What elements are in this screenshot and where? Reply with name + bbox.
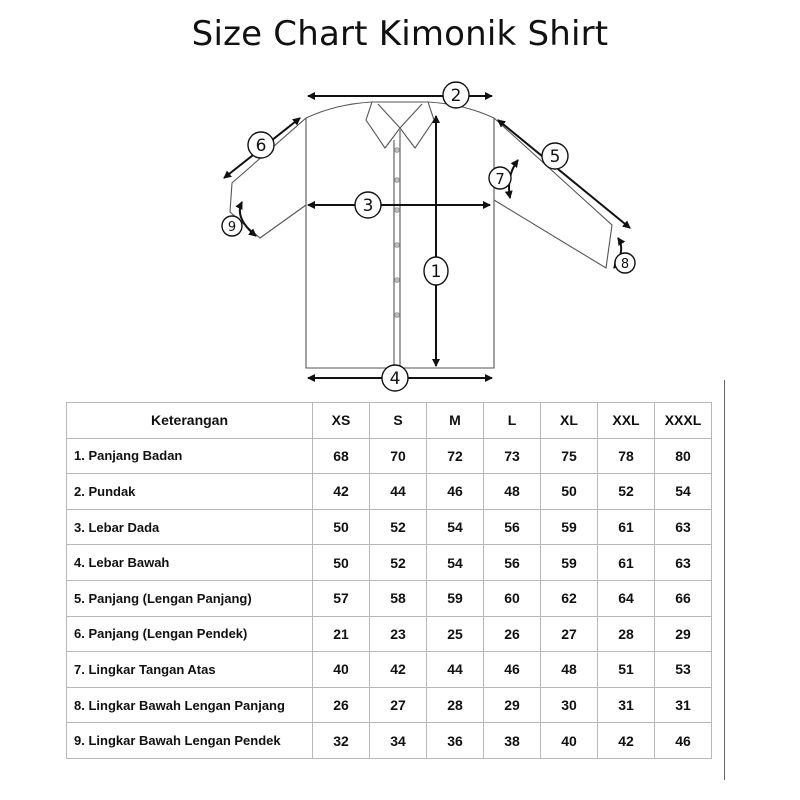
arrow-9 (240, 202, 256, 236)
row-value: 50 (313, 509, 370, 545)
row-value: 26 (313, 687, 370, 723)
row-value: 44 (427, 652, 484, 688)
marker-label-9: 9 (227, 220, 237, 235)
row-label: 8. Lingkar Bawah Lengan Panjang (67, 687, 313, 723)
table-row (67, 687, 712, 723)
marker-label-6: 6 (255, 136, 267, 156)
header-size-l: L (484, 403, 541, 439)
row-value: 25 (427, 616, 484, 652)
row-label: 5. Panjang (Lengan Panjang) (67, 580, 313, 616)
row-value: 63 (655, 545, 712, 581)
row-value: 59 (427, 580, 484, 616)
marker-label-3: 3 (362, 196, 374, 216)
row-value: 66 (655, 580, 712, 616)
row-value: 28 (598, 616, 655, 652)
table-row (67, 723, 712, 759)
row-value: 70 (370, 438, 427, 474)
row-value: 44 (370, 474, 427, 510)
table-row (67, 509, 712, 545)
row-value: 29 (655, 616, 712, 652)
row-label: 7. Lingkar Tangan Atas (67, 652, 313, 688)
marker-label-8: 8 (620, 257, 630, 272)
header-size-s: S (370, 403, 427, 439)
row-value: 52 (370, 509, 427, 545)
row-value: 26 (484, 616, 541, 652)
row-value: 27 (541, 616, 598, 652)
row-value: 42 (370, 652, 427, 688)
row-label: 6. Panjang (Lengan Pendek) (67, 616, 313, 652)
shirt-outline (227, 102, 612, 368)
row-value: 31 (598, 687, 655, 723)
row-value: 59 (541, 509, 598, 545)
row-value: 50 (313, 545, 370, 581)
row-value: 64 (598, 580, 655, 616)
row-value: 75 (541, 438, 598, 474)
row-value: 52 (598, 474, 655, 510)
row-value: 29 (484, 687, 541, 723)
marker-label-1: 1 (430, 262, 442, 282)
row-value: 46 (484, 652, 541, 688)
row-value: 46 (427, 474, 484, 510)
row-value: 40 (313, 652, 370, 688)
header-description: Keterangan (67, 403, 313, 439)
table-row (67, 474, 712, 510)
row-value: 73 (484, 438, 541, 474)
row-value: 54 (427, 509, 484, 545)
row-value: 28 (427, 687, 484, 723)
table-row (67, 438, 712, 474)
row-value: 38 (484, 723, 541, 759)
header-size-m: M (427, 403, 484, 439)
row-value: 78 (598, 438, 655, 474)
row-value: 36 (427, 723, 484, 759)
row-value: 68 (313, 438, 370, 474)
header-size-xl: XL (541, 403, 598, 439)
row-value: 23 (370, 616, 427, 652)
row-value: 48 (541, 652, 598, 688)
row-value: 56 (484, 509, 541, 545)
row-value: 42 (313, 474, 370, 510)
row-value: 80 (655, 438, 712, 474)
row-value: 57 (313, 580, 370, 616)
table-row (67, 652, 712, 688)
row-label: 4. Lebar Bawah (67, 545, 313, 581)
row-value: 32 (313, 723, 370, 759)
row-value: 58 (370, 580, 427, 616)
table-row (67, 580, 712, 616)
row-label: 2. Pundak (67, 474, 313, 510)
marker-label-4: 4 (389, 369, 401, 389)
row-value: 46 (655, 723, 712, 759)
marker-label-5: 5 (549, 147, 561, 167)
row-value: 61 (598, 509, 655, 545)
header-size-xs: XS (313, 403, 370, 439)
row-value: 53 (655, 652, 712, 688)
header-size-xxl: XXL (598, 403, 655, 439)
arrow-5 (498, 120, 630, 228)
table-header-row (67, 403, 712, 439)
row-value: 21 (313, 616, 370, 652)
table-row (67, 545, 712, 581)
row-label: 1. Panjang Badan (67, 438, 313, 474)
shirt-buttons (395, 148, 400, 318)
row-value: 31 (655, 687, 712, 723)
row-value: 56 (484, 545, 541, 581)
row-value: 40 (541, 723, 598, 759)
row-value: 54 (427, 545, 484, 581)
row-value: 72 (427, 438, 484, 474)
table-row (67, 616, 712, 652)
divider-line (724, 380, 725, 780)
marker-label-2: 2 (450, 86, 462, 106)
size-table (66, 402, 712, 759)
row-value: 30 (541, 687, 598, 723)
page-title: Size Chart Kimonik Shirt (191, 14, 609, 54)
row-value: 50 (541, 474, 598, 510)
row-value: 48 (484, 474, 541, 510)
row-value: 54 (655, 474, 712, 510)
row-label: 3. Lebar Dada (67, 509, 313, 545)
row-value: 51 (598, 652, 655, 688)
row-value: 62 (541, 580, 598, 616)
row-value: 34 (370, 723, 427, 759)
row-value: 61 (598, 545, 655, 581)
row-value: 52 (370, 545, 427, 581)
row-value: 42 (598, 723, 655, 759)
row-label: 9. Lingkar Bawah Lengan Pendek (67, 723, 313, 759)
row-value: 63 (655, 509, 712, 545)
row-value: 60 (484, 580, 541, 616)
header-size-xxxl: XXXL (655, 403, 712, 439)
row-value: 59 (541, 545, 598, 581)
row-value: 27 (370, 687, 427, 723)
marker-label-7: 7 (495, 170, 505, 188)
